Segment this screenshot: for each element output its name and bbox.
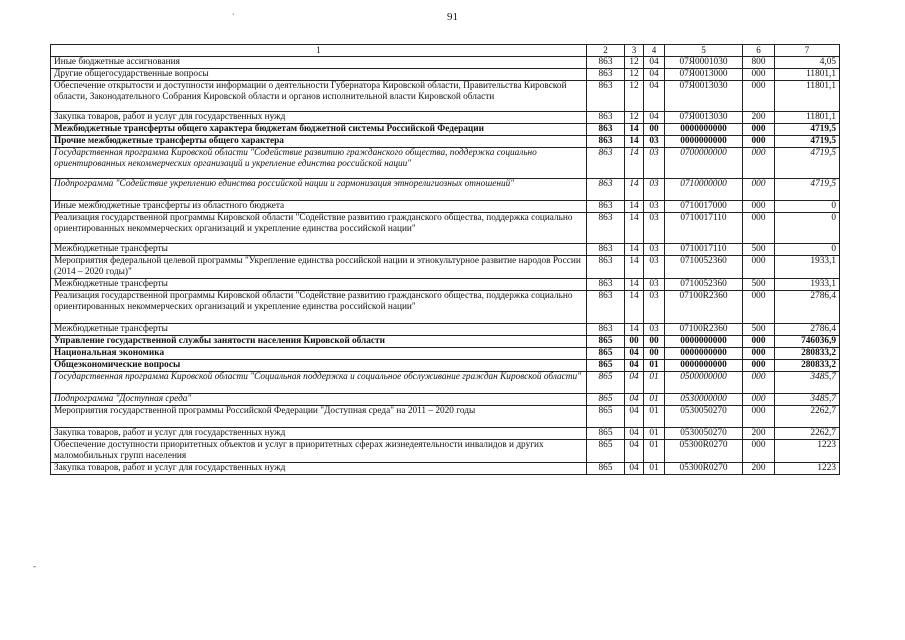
code-cell: 07100R2360 bbox=[665, 324, 743, 336]
code-cell: 14 bbox=[625, 179, 644, 201]
code-cell: 000 bbox=[743, 394, 775, 406]
amount-cell: 11801,1 bbox=[775, 81, 840, 112]
row-name: Обеспечение открытости и доступности информации о деятельности Губернатора Кировской области, Правительства Кировской области, Законодательного Собрания Кировской области и органов исполнительной власти Кировской области bbox=[51, 81, 587, 112]
code-cell: 0000000000 bbox=[665, 360, 743, 372]
code-cell: 000 bbox=[743, 440, 775, 463]
code-cell: 863 bbox=[587, 279, 625, 291]
row-name: Иные бюджетные ассигнования bbox=[51, 57, 587, 69]
row-name: Обеспечение доступности приоритетных объектов и услуг в приоритетных сферах жизнедеятельности инвалидов и других маломобильных групп населения bbox=[51, 440, 587, 463]
row-name: Национальная экономика bbox=[51, 348, 587, 360]
row-name: Закупка товаров, работ и услуг для государственных нужд bbox=[51, 463, 587, 475]
header-cell: 7 bbox=[775, 45, 840, 57]
amount-cell: 1933,1 bbox=[775, 279, 840, 291]
code-cell: 863 bbox=[587, 201, 625, 213]
code-cell: 000 bbox=[743, 136, 775, 148]
amount-cell: 4719,5 bbox=[775, 136, 840, 148]
code-cell: 000 bbox=[743, 360, 775, 372]
code-cell: 863 bbox=[587, 57, 625, 69]
code-cell: 07100R2360 bbox=[665, 291, 743, 324]
code-cell: 14 bbox=[625, 213, 644, 244]
amount-cell: 2786,4 bbox=[775, 291, 840, 324]
code-cell: 14 bbox=[625, 148, 644, 179]
header-row bbox=[51, 45, 840, 57]
amount-cell: 1933,1 bbox=[775, 256, 840, 279]
code-cell: 01 bbox=[644, 463, 665, 475]
code-cell: 863 bbox=[587, 124, 625, 136]
amount-cell: 3485,7 bbox=[775, 394, 840, 406]
code-cell: 05300R0270 bbox=[665, 440, 743, 463]
row-name: Прочие межбюджетные трансферты общего характера bbox=[51, 136, 587, 148]
table-row bbox=[51, 57, 840, 69]
row-name: Иные межбюджетные трансферты из областного бюджета bbox=[51, 201, 587, 213]
code-cell: 0710052360 bbox=[665, 256, 743, 279]
table-row bbox=[51, 291, 840, 324]
table-row bbox=[51, 244, 840, 256]
row-name: Другие общегосударственные вопросы bbox=[51, 69, 587, 81]
code-cell: 865 bbox=[587, 348, 625, 360]
header-cell: 3 bbox=[625, 45, 644, 57]
header-cell: 5 bbox=[665, 45, 743, 57]
amount-cell: 11801,1 bbox=[775, 112, 840, 124]
code-cell: 12 bbox=[625, 112, 644, 124]
code-cell: 865 bbox=[587, 394, 625, 406]
code-cell: 04 bbox=[644, 57, 665, 69]
code-cell: 865 bbox=[587, 406, 625, 428]
code-cell: 000 bbox=[743, 179, 775, 201]
table-row bbox=[51, 348, 840, 360]
code-cell: 000 bbox=[743, 336, 775, 348]
code-cell: 03 bbox=[644, 179, 665, 201]
code-cell: 000 bbox=[743, 348, 775, 360]
code-cell: 00 bbox=[625, 336, 644, 348]
row-name: Межбюджетные трансферты bbox=[51, 244, 587, 256]
header-cell: 1 bbox=[51, 45, 587, 57]
code-cell: 03 bbox=[644, 201, 665, 213]
code-cell: 07Я0001030 bbox=[665, 57, 743, 69]
code-cell: 865 bbox=[587, 440, 625, 463]
row-name: Реализация государственной программы Кировской области "Содействие развитию гражданского общества, поддержка социально ориентированных некоммерческих организаций и укрепление единства российской нации" bbox=[51, 213, 587, 244]
code-cell: 863 bbox=[587, 324, 625, 336]
row-name: Государственная программа Кировской области "Содействие развитию гражданского общества, поддержка социально ориентированных некоммерческих организаций и укрепление единства российской нации" bbox=[51, 148, 587, 179]
code-cell: 00 bbox=[644, 348, 665, 360]
code-cell: 863 bbox=[587, 81, 625, 112]
header-cell: 2 bbox=[587, 45, 625, 57]
code-cell: 865 bbox=[587, 360, 625, 372]
table-row bbox=[51, 148, 840, 179]
row-name: Мероприятия государственной программы Российской Федерации "Доступная среда" на 2011 – 2020 годы bbox=[51, 406, 587, 428]
row-name: Подпрограмма "Доступная среда" bbox=[51, 394, 587, 406]
code-cell: 04 bbox=[625, 372, 644, 394]
table-row bbox=[51, 136, 840, 148]
table-row bbox=[51, 81, 840, 112]
code-cell: 0000000000 bbox=[665, 336, 743, 348]
code-cell: 200 bbox=[743, 463, 775, 475]
code-cell: 03 bbox=[644, 148, 665, 179]
table-row bbox=[51, 360, 840, 372]
code-cell: 03 bbox=[644, 279, 665, 291]
code-cell: 14 bbox=[625, 291, 644, 324]
code-cell: 000 bbox=[743, 406, 775, 428]
code-cell: 0710017110 bbox=[665, 213, 743, 244]
code-cell: 01 bbox=[644, 360, 665, 372]
code-cell: 863 bbox=[587, 244, 625, 256]
amount-cell: 0 bbox=[775, 201, 840, 213]
table-row bbox=[51, 279, 840, 291]
code-cell: 863 bbox=[587, 69, 625, 81]
code-cell: 14 bbox=[625, 124, 644, 136]
code-cell: 863 bbox=[587, 256, 625, 279]
code-cell: 000 bbox=[743, 372, 775, 394]
code-cell: 863 bbox=[587, 213, 625, 244]
amount-cell: 11801,1 bbox=[775, 69, 840, 81]
code-cell: 14 bbox=[625, 244, 644, 256]
amount-cell: 1223 bbox=[775, 440, 840, 463]
table-row bbox=[51, 463, 840, 475]
code-cell: 03 bbox=[644, 136, 665, 148]
code-cell: 0500000000 bbox=[665, 372, 743, 394]
table-row bbox=[51, 394, 840, 406]
amount-cell: 746036,9 bbox=[775, 336, 840, 348]
table-row bbox=[51, 201, 840, 213]
code-cell: 01 bbox=[644, 394, 665, 406]
code-cell: 01 bbox=[644, 440, 665, 463]
code-cell: 863 bbox=[587, 136, 625, 148]
row-name: Закупка товаров, работ и услуг для государственных нужд bbox=[51, 428, 587, 440]
row-name: Подпрограмма "Содействие укреплению единства российской нации и гармонизация этнорелигиозных отношений" bbox=[51, 179, 587, 201]
code-cell: 01 bbox=[644, 428, 665, 440]
row-name: Реализация государственной программы Кировской области "Содействие развитию гражданского общества, поддержка социально ориентированных некоммерческих организаций и укрепление единства российской нации" bbox=[51, 291, 587, 324]
code-cell: 14 bbox=[625, 201, 644, 213]
table-row bbox=[51, 69, 840, 81]
code-cell: 04 bbox=[644, 81, 665, 112]
code-cell: 000 bbox=[743, 81, 775, 112]
table-row bbox=[51, 428, 840, 440]
header-cell: 6 bbox=[743, 45, 775, 57]
code-cell: 07Я0013030 bbox=[665, 81, 743, 112]
table-row bbox=[51, 324, 840, 336]
code-cell: 865 bbox=[587, 428, 625, 440]
code-cell: 200 bbox=[743, 112, 775, 124]
code-cell: 000 bbox=[743, 148, 775, 179]
amount-cell: 280833,2 bbox=[775, 360, 840, 372]
code-cell: 00 bbox=[644, 124, 665, 136]
code-cell: 500 bbox=[743, 324, 775, 336]
amount-cell: 0 bbox=[775, 244, 840, 256]
code-cell: 04 bbox=[625, 428, 644, 440]
table-row bbox=[51, 256, 840, 279]
code-cell: 14 bbox=[625, 279, 644, 291]
row-name: Управление государственной службы занятости населения Кировской области bbox=[51, 336, 587, 348]
row-name: Межбюджетные трансферты общего характера бюджетам бюджетной системы Российской Федерации bbox=[51, 124, 587, 136]
amount-cell: 4719,5 bbox=[775, 179, 840, 201]
code-cell: 000 bbox=[743, 124, 775, 136]
code-cell: 04 bbox=[625, 406, 644, 428]
row-name: Межбюджетные трансферты bbox=[51, 279, 587, 291]
code-cell: 12 bbox=[625, 69, 644, 81]
code-cell: 03 bbox=[644, 291, 665, 324]
code-cell: 800 bbox=[743, 57, 775, 69]
table-row bbox=[51, 112, 840, 124]
code-cell: 0000000000 bbox=[665, 136, 743, 148]
code-cell: 04 bbox=[625, 360, 644, 372]
code-cell: 14 bbox=[625, 256, 644, 279]
code-cell: 04 bbox=[625, 394, 644, 406]
code-cell: 500 bbox=[743, 244, 775, 256]
code-cell: 863 bbox=[587, 291, 625, 324]
table-row bbox=[51, 124, 840, 136]
code-cell: 865 bbox=[587, 336, 625, 348]
code-cell: 04 bbox=[625, 348, 644, 360]
code-cell: 000 bbox=[743, 201, 775, 213]
code-cell: 03 bbox=[644, 256, 665, 279]
code-cell: 04 bbox=[644, 69, 665, 81]
header-cell: 4 bbox=[644, 45, 665, 57]
amount-cell: 2262,7 bbox=[775, 428, 840, 440]
row-name: Государственная программа Кировской области "Социальная поддержка и социальное обслуживание граждан Кировской области" bbox=[51, 372, 587, 394]
table-row bbox=[51, 440, 840, 463]
code-cell: 01 bbox=[644, 406, 665, 428]
code-cell: 07Я0013030 bbox=[665, 112, 743, 124]
table-row bbox=[51, 213, 840, 244]
code-cell: 0710052360 bbox=[665, 279, 743, 291]
scan-mark: - bbox=[33, 561, 36, 571]
row-name: Межбюджетные трансферты bbox=[51, 324, 587, 336]
amount-cell: 2786,4 bbox=[775, 324, 840, 336]
code-cell: 01 bbox=[644, 372, 665, 394]
code-cell: 0000000000 bbox=[665, 348, 743, 360]
amount-cell: 4719,5 bbox=[775, 148, 840, 179]
code-cell: 03 bbox=[644, 244, 665, 256]
code-cell: 863 bbox=[587, 179, 625, 201]
code-cell: 05300R0270 bbox=[665, 463, 743, 475]
code-cell: 000 bbox=[743, 213, 775, 244]
code-cell: 865 bbox=[587, 372, 625, 394]
table-row bbox=[51, 406, 840, 428]
row-name: Мероприятия федеральной целевой программы "Укрепление единства российской нации и этнокультурное развитие народов России (2014 – 2020 годы)" bbox=[51, 256, 587, 279]
code-cell: 0700000000 bbox=[665, 148, 743, 179]
table-row bbox=[51, 372, 840, 394]
code-cell: 0710000000 bbox=[665, 179, 743, 201]
code-cell: 0530050270 bbox=[665, 428, 743, 440]
amount-cell: 0 bbox=[775, 213, 840, 244]
code-cell: 12 bbox=[625, 81, 644, 112]
code-cell: 865 bbox=[587, 463, 625, 475]
amount-cell: 4719,5 bbox=[775, 124, 840, 136]
code-cell: 000 bbox=[743, 256, 775, 279]
code-cell: 863 bbox=[587, 148, 625, 179]
code-cell: 0530000000 bbox=[665, 394, 743, 406]
code-cell: 200 bbox=[743, 428, 775, 440]
code-cell: 863 bbox=[587, 112, 625, 124]
amount-cell: 3485,7 bbox=[775, 372, 840, 394]
code-cell: 500 bbox=[743, 279, 775, 291]
code-cell: 04 bbox=[644, 112, 665, 124]
row-name: Общеэкономические вопросы bbox=[51, 360, 587, 372]
code-cell: 07Я0013000 bbox=[665, 69, 743, 81]
code-cell: 0530050270 bbox=[665, 406, 743, 428]
code-cell: 00 bbox=[644, 336, 665, 348]
scan-mark: ` bbox=[232, 12, 235, 22]
amount-cell: 1223 bbox=[775, 463, 840, 475]
code-cell: 000 bbox=[743, 69, 775, 81]
amount-cell: 280833,2 bbox=[775, 348, 840, 360]
code-cell: 0710017110 bbox=[665, 244, 743, 256]
code-cell: 000 bbox=[743, 291, 775, 324]
table-row bbox=[51, 336, 840, 348]
table-row bbox=[51, 179, 840, 201]
code-cell: 0710017000 bbox=[665, 201, 743, 213]
code-cell: 14 bbox=[625, 136, 644, 148]
code-cell: 0000000000 bbox=[665, 124, 743, 136]
code-cell: 03 bbox=[644, 213, 665, 244]
code-cell: 14 bbox=[625, 324, 644, 336]
code-cell: 04 bbox=[625, 463, 644, 475]
amount-cell: 4,05 bbox=[775, 57, 840, 69]
page-number: 91 bbox=[447, 11, 458, 23]
row-name: Закупка товаров, работ и услуг для государственных нужд bbox=[51, 112, 587, 124]
code-cell: 04 bbox=[625, 440, 644, 463]
code-cell: 12 bbox=[625, 57, 644, 69]
amount-cell: 2262,7 bbox=[775, 406, 840, 428]
code-cell: 03 bbox=[644, 324, 665, 336]
budget-table bbox=[50, 44, 840, 475]
